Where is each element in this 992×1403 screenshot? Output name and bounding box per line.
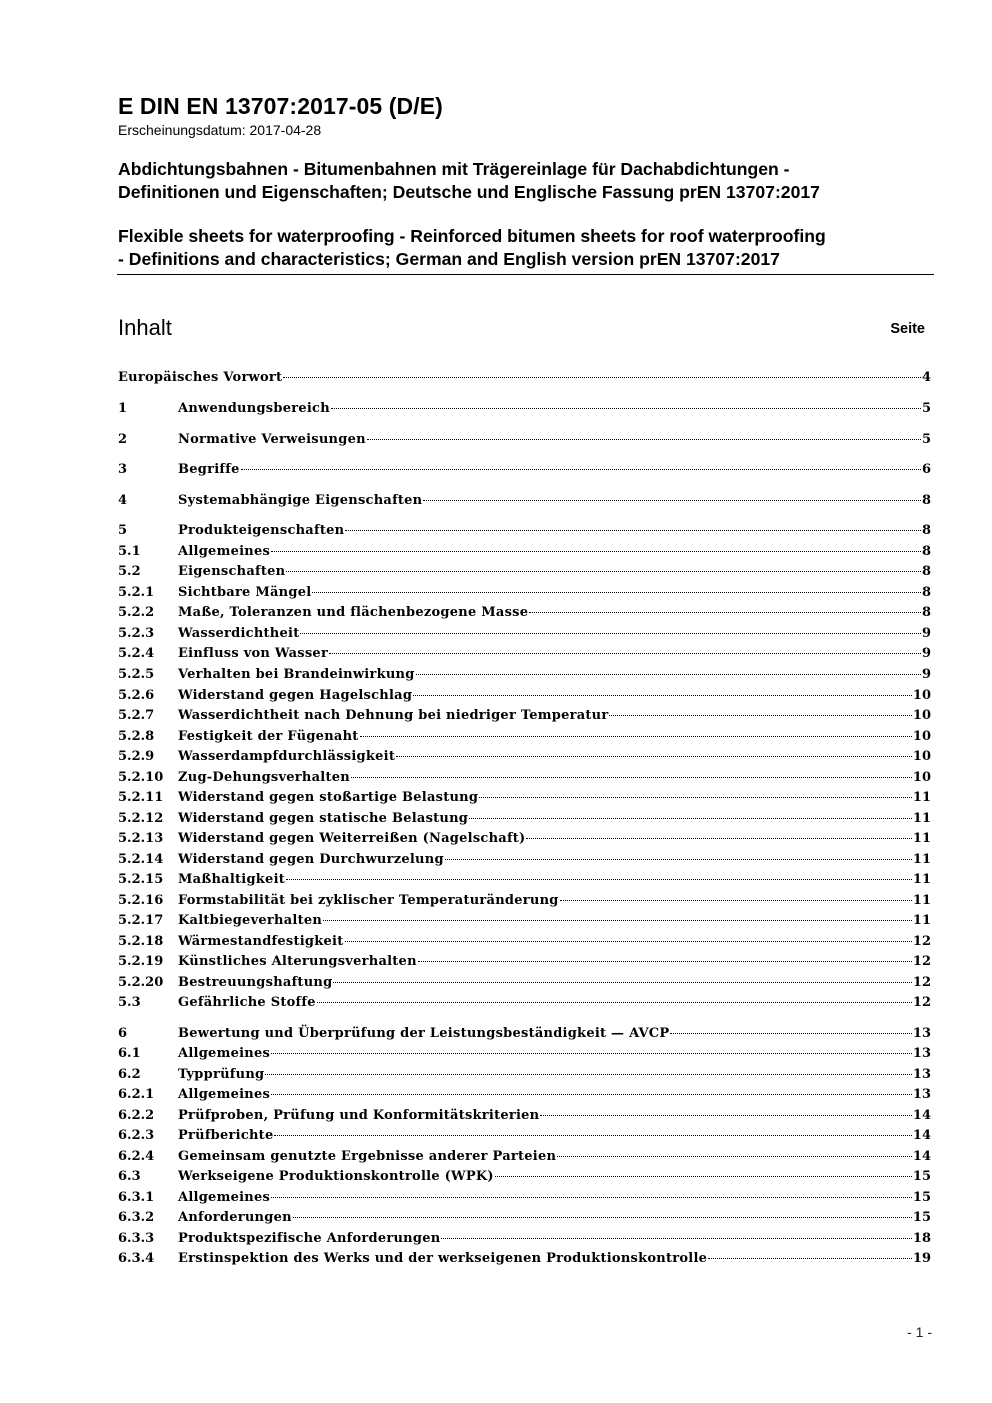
toc-entry-number: 5 (118, 523, 128, 538)
toc-entry-page: 11 (912, 811, 931, 826)
toc-entry[interactable] (118, 913, 931, 933)
toc-entry-title: Wasserdichtheit (178, 626, 300, 641)
toc-entry-title: Produktspezifische Anforderungen (178, 1231, 441, 1246)
toc-entry-number: 5.2.19 (118, 954, 164, 969)
toc-page-label: Seite (890, 321, 925, 337)
toc-entry-number: 5.3 (118, 995, 141, 1010)
toc-entry-page: 11 (912, 831, 931, 846)
toc-entry-page: 12 (912, 995, 931, 1010)
toc-leader-dots (416, 674, 921, 675)
toc-entry-number: 6.2.2 (118, 1108, 155, 1123)
toc-entry-title: Prüfproben, Prüfung und Konformitätskriterien (178, 1108, 540, 1123)
toc-leader-dots (317, 1002, 912, 1003)
toc-leader-dots (445, 859, 912, 860)
toc-entry[interactable] (118, 708, 931, 728)
toc-entry-page: 19 (912, 1251, 931, 1266)
toc-entry-number: 2 (118, 432, 128, 447)
toc-entry-number: 5.2.3 (118, 626, 155, 641)
toc-entry[interactable] (118, 852, 931, 872)
toc-leader-dots (479, 797, 912, 798)
toc-entry-page: 13 (912, 1046, 931, 1061)
toc-entry[interactable] (118, 770, 931, 790)
toc-entry-page: 14 (912, 1149, 931, 1164)
toc-entry[interactable] (118, 688, 931, 708)
toc-entry-page: 8 (921, 585, 931, 600)
toc-entry-title: Wärmestandfestigkeit (178, 934, 344, 949)
toc-entry-number: 6.3.2 (118, 1210, 155, 1225)
toc-entry-page: 4 (921, 370, 931, 385)
toc-entry-number: 5.2.5 (118, 667, 155, 682)
toc-leader-dots (265, 1074, 912, 1075)
toc-entry-number: 5.2.2 (118, 605, 155, 620)
toc-entry-number: 5.2.14 (118, 852, 164, 867)
toc-entry-title: Sichtbare Mängel (178, 585, 312, 600)
toc-leader-dots (708, 1258, 912, 1259)
toc-entry-number: 5.2 (118, 564, 141, 579)
toc-leader-dots (283, 377, 921, 378)
toc-leader-dots (413, 695, 912, 696)
toc-entry-page: 5 (921, 432, 931, 447)
toc-entry-title: Einfluss von Wasser (178, 646, 329, 661)
toc-entry-title: Anwendungsbereich (178, 401, 330, 416)
toc-entry-number: 6.3 (118, 1169, 141, 1184)
toc-leader-dots (286, 571, 921, 572)
toc-entry-number: 4 (118, 493, 128, 508)
toc-leader-dots (271, 1053, 912, 1054)
toc-leader-dots (441, 1238, 911, 1239)
toc-entry-number: 5.2.17 (118, 913, 164, 928)
toc-entry-page: 9 (921, 626, 931, 641)
toc-entry-page: 8 (921, 564, 931, 579)
toc-leader-dots (271, 1197, 912, 1198)
toc-leader-dots (345, 941, 912, 942)
toc-entry-title: Wasserdichtheit nach Dehnung bei niedriger Temperatur (178, 708, 609, 723)
toc-entry[interactable] (118, 370, 931, 390)
toc-leader-dots (271, 551, 921, 552)
toc-entry-page: 10 (912, 770, 931, 785)
toc-entry-page: 10 (912, 729, 931, 744)
title-german-line: Definitionen und Eigenschaften; Deutsche und Englische Fassung prEN 13707:2017 (118, 182, 820, 202)
toc-entry-number: 5.2.13 (118, 831, 164, 846)
toc-entry[interactable] (118, 975, 931, 995)
toc-entry-number: 5.2.18 (118, 934, 164, 949)
toc-entry-page: 9 (921, 646, 931, 661)
toc-entry[interactable] (118, 1026, 931, 1046)
toc-entry[interactable] (118, 893, 931, 913)
toc-entry-number: 5.2.6 (118, 688, 155, 703)
toc-entry-number: 6.2.1 (118, 1087, 155, 1102)
header-divider (117, 274, 934, 275)
toc-entry-title: Begriffe (178, 462, 240, 477)
toc-entry-page: 11 (912, 790, 931, 805)
toc-entry-page: 8 (921, 544, 931, 559)
toc-entry-title: Zug-Dehungsverhalten (178, 770, 350, 785)
toc-entry-page: 10 (912, 708, 931, 723)
toc-entry-page: 11 (912, 893, 931, 908)
toc-entry[interactable] (118, 585, 931, 605)
toc-entry[interactable] (118, 1067, 931, 1087)
toc-entry-page: 11 (912, 852, 931, 867)
toc-entry-number: 5.2.4 (118, 646, 155, 661)
toc-leader-dots (495, 1176, 912, 1177)
toc-leader-dots (529, 612, 921, 613)
toc-leader-dots (271, 1094, 912, 1095)
toc-entry-title: Kaltbiegeverhalten (178, 913, 323, 928)
toc-entry-title: Gefährliche Stoffe (178, 995, 316, 1010)
toc-entry-title: Systemabhängige Eigenschaften (178, 493, 423, 508)
toc-entry-number: 5.2.1 (118, 585, 155, 600)
title-english-line: - Definitions and characteristics; German and English version prEN 13707:2017 (118, 249, 780, 269)
toc-entry[interactable] (118, 1128, 931, 1148)
toc-entry-title: Widerstand gegen stoßartige Belastung (178, 790, 479, 805)
toc-leader-dots (526, 838, 911, 839)
toc-entry-page: 10 (912, 749, 931, 764)
toc-entry-title: Festigkeit der Fügenaht (178, 729, 359, 744)
toc-entry-number: 6.3.3 (118, 1231, 155, 1246)
toc-leader-dots (312, 592, 921, 593)
toc-leader-dots (360, 736, 912, 737)
toc-entry-number: 5.2.15 (118, 872, 164, 887)
toc-entry[interactable] (118, 1169, 931, 1189)
toc-entry[interactable] (118, 564, 931, 584)
toc-entry-page: 13 (912, 1067, 931, 1082)
toc-entry-page: 11 (912, 913, 931, 928)
toc-entry[interactable] (118, 1231, 931, 1251)
toc-entry[interactable] (118, 401, 931, 421)
toc-leader-dots (286, 879, 912, 880)
toc-entry[interactable] (118, 462, 931, 482)
toc-entry-title: Widerstand gegen Weiterreißen (Nagelschaft) (178, 831, 526, 846)
toc-leader-dots (241, 469, 921, 470)
toc-entry[interactable] (118, 729, 931, 749)
toc-entry-title: Prüfberichte (178, 1128, 274, 1143)
toc-entry-title: Bestreuungshaftung (178, 975, 333, 990)
toc-entry[interactable] (118, 1251, 931, 1271)
toc-entry[interactable] (118, 493, 931, 513)
toc-entry[interactable] (118, 1149, 931, 1169)
toc-entry-page: 14 (912, 1108, 931, 1123)
toc-entry-page: 8 (921, 605, 931, 620)
toc-entry-title: Eigenschaften (178, 564, 286, 579)
toc-entry-title: Anforderungen (178, 1210, 292, 1225)
toc-entry[interactable] (118, 995, 931, 1015)
toc-entry-page: 10 (912, 688, 931, 703)
toc-entry-page: 15 (912, 1169, 931, 1184)
toc-entry-title: Bewertung und Überprüfung der Leistungsbeständigkeit — AVCP (178, 1026, 670, 1041)
toc-leader-dots (469, 818, 912, 819)
toc-entry-number: 5.2.8 (118, 729, 155, 744)
toc-leader-dots (274, 1135, 911, 1136)
toc-entry-page: 15 (912, 1210, 931, 1225)
toc-leader-dots (300, 633, 920, 634)
toc-entry[interactable] (118, 626, 931, 646)
publication-date: Erscheinungsdatum: 2017-04-28 (118, 122, 322, 138)
toc-entry-number: 3 (118, 462, 128, 477)
toc-leader-dots (560, 900, 912, 901)
toc-leader-dots (557, 1156, 912, 1157)
toc-leader-dots (396, 756, 912, 757)
toc-entry[interactable] (118, 1190, 931, 1210)
toc-leader-dots (323, 920, 912, 921)
toc-entry-number: 6.2.4 (118, 1149, 155, 1164)
toc-entry[interactable] (118, 811, 931, 831)
toc-entry-title: Europäisches Vorwort (118, 370, 283, 385)
toc-entry[interactable] (118, 667, 931, 687)
toc-entry-number: 5.2.9 (118, 749, 155, 764)
toc-entry[interactable] (118, 523, 931, 543)
toc-entry-title: Gemeinsam genutzte Ergebnisse anderer Parteien (178, 1149, 557, 1164)
toc-entry-title: Erstinspektion des Werks und der werkseigenen Produktionskontrolle (178, 1251, 708, 1266)
toc-entry-number: 1 (118, 401, 128, 416)
toc-entry-number: 6.2 (118, 1067, 141, 1082)
toc-entry-number: 5.2.10 (118, 770, 164, 785)
toc-entry-page: 11 (912, 872, 931, 887)
toc-entry-page: 6 (921, 462, 931, 477)
toc-entry-number: 6 (118, 1026, 128, 1041)
document-id: E DIN EN 13707:2017-05 (D/E) (118, 93, 443, 119)
toc-entry-title: Allgemeines (178, 544, 271, 559)
toc-leader-dots (351, 777, 912, 778)
toc-leader-dots (333, 982, 911, 983)
toc-entry-title: Produkteigenschaften (178, 523, 345, 538)
toc-entry[interactable] (118, 872, 931, 892)
toc-leader-dots (331, 408, 921, 409)
toc-entry-title: Formstabilität bei zyklischer Temperaturänderung (178, 893, 559, 908)
toc-entry-page: 13 (912, 1087, 931, 1102)
toc-entry[interactable] (118, 1046, 931, 1066)
toc-entry-page: 14 (912, 1128, 931, 1143)
toc-leader-dots (367, 439, 921, 440)
toc-entry-title: Widerstand gegen Hagelschlag (178, 688, 413, 703)
toc-entry[interactable] (118, 1087, 931, 1107)
toc-entry-page: 8 (921, 493, 931, 508)
toc-entry-page: 12 (912, 954, 931, 969)
document-header (118, 93, 934, 271)
title-english-line: Flexible sheets for waterproofing - Reinforced bitumen sheets for roof waterproofing (118, 226, 826, 246)
toc-entry-page: 18 (912, 1231, 931, 1246)
toc-entry-number: 5.2.7 (118, 708, 155, 723)
toc-heading: Inhalt (118, 315, 172, 340)
toc-entry-page: 8 (921, 523, 931, 538)
toc-entry-title: Allgemeines (178, 1190, 271, 1205)
toc-entry[interactable] (118, 544, 931, 564)
toc-entry-title: Allgemeines (178, 1087, 271, 1102)
toc-entry-title: Maße, Toleranzen und flächenbezogene Masse (178, 605, 529, 620)
toc-leader-dots (345, 530, 921, 531)
toc-entry[interactable] (118, 790, 931, 810)
toc-leader-dots (540, 1115, 912, 1116)
toc-entry-title: Typprüfung (178, 1067, 265, 1082)
title-german-line: Abdichtungsbahnen - Bitumenbahnen mit Trägereinlage für Dachabdichtungen - (118, 159, 790, 179)
toc-entry-title: Wasserdampfdurchlässigkeit (178, 749, 396, 764)
page-number: - 1 - (907, 1324, 932, 1340)
toc-entry-page: 12 (912, 934, 931, 949)
toc-entry[interactable] (118, 432, 931, 452)
toc-leader-dots (329, 653, 921, 654)
toc-entry[interactable] (118, 934, 931, 954)
toc-entry-page: 9 (921, 667, 931, 682)
toc-leader-dots (609, 715, 911, 716)
toc-leader-dots (423, 500, 921, 501)
toc-leader-dots (418, 961, 912, 962)
toc-entry-title: Verhalten bei Brandeinwirkung (178, 667, 415, 682)
toc-entry[interactable] (118, 954, 931, 974)
toc-leader-dots (670, 1033, 911, 1034)
toc-entry-number: 5.2.20 (118, 975, 164, 990)
toc-entry-number: 6.1 (118, 1046, 141, 1061)
title-english (118, 225, 934, 271)
toc-entry-title: Allgemeines (178, 1046, 271, 1061)
toc-entry-number: 5.2.16 (118, 893, 164, 908)
toc-entry-page: 13 (912, 1026, 931, 1041)
toc-entry-number: 6.3.4 (118, 1251, 155, 1266)
toc-entry[interactable] (118, 1108, 931, 1128)
toc-entry-number: 5.2.11 (118, 790, 164, 805)
toc-entry-title: Werkseigene Produktionskontrolle (WPK) (178, 1169, 494, 1184)
toc-entry-number: 6.3.1 (118, 1190, 155, 1205)
toc-entry[interactable] (118, 831, 931, 851)
toc-entry-page: 12 (912, 975, 931, 990)
toc-entry-title: Künstliches Alterungsverhalten (178, 954, 417, 969)
toc-entry-number: 5.1 (118, 544, 141, 559)
toc-entry[interactable] (118, 1210, 931, 1230)
toc-entry-title: Normative Verweisungen (178, 432, 366, 447)
toc-entry[interactable] (118, 646, 931, 666)
toc-entry-number: 5.2.12 (118, 811, 164, 826)
toc-entry[interactable] (118, 749, 931, 769)
toc-entry-title: Widerstand gegen statische Belastung (178, 811, 469, 826)
toc-entry[interactable] (118, 605, 931, 625)
toc-entry-title: Maßhaltigkeit (178, 872, 286, 887)
toc-entry-title: Widerstand gegen Durchwurzelung (178, 852, 444, 867)
toc-entry-number: 6.2.3 (118, 1128, 155, 1143)
toc-entry-page: 15 (912, 1190, 931, 1205)
toc-entry-page: 5 (921, 401, 931, 416)
toc-leader-dots (293, 1217, 912, 1218)
title-german (118, 158, 934, 204)
